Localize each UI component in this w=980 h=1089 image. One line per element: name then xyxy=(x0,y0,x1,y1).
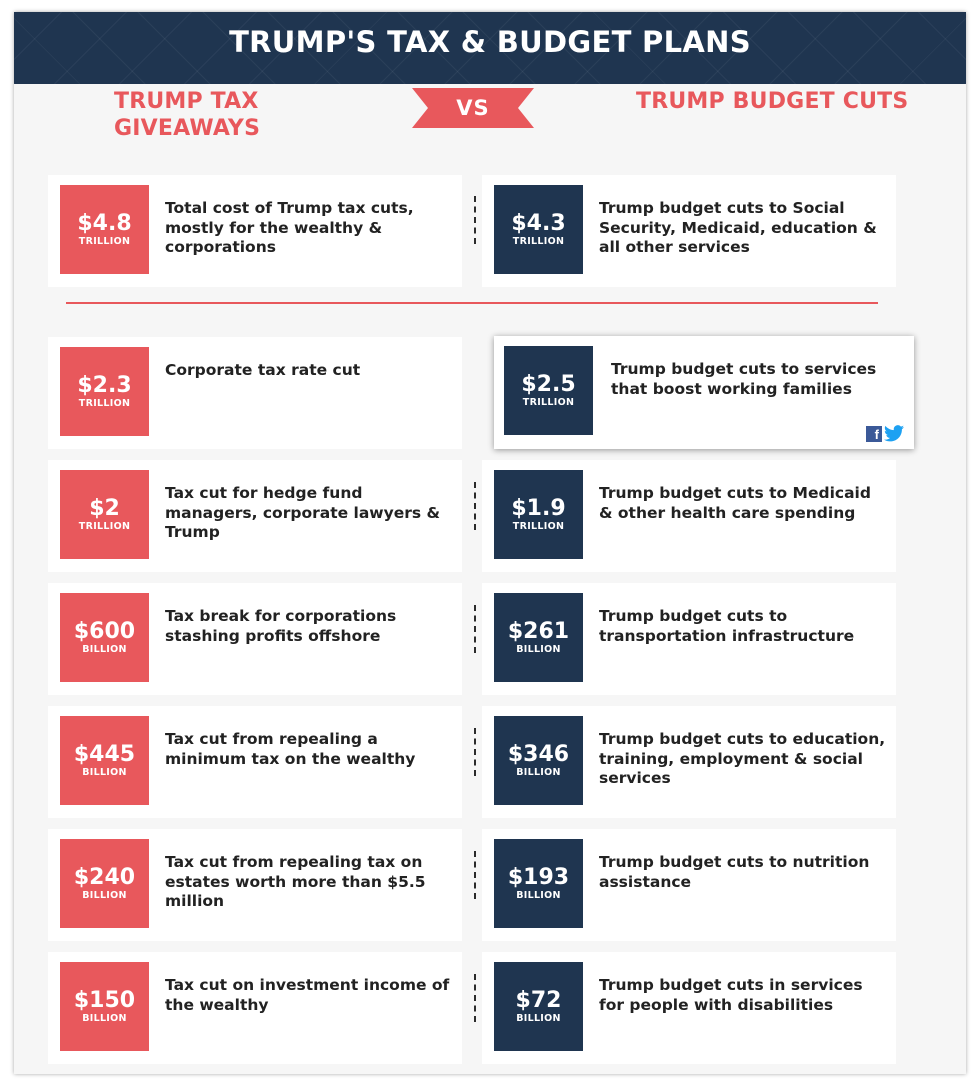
description: Tax cut on investment income of the wealthy xyxy=(165,976,450,1014)
amount-unit: TRILLION xyxy=(522,396,575,408)
description: Trump budget cuts to education, training, employment & social services xyxy=(599,730,886,787)
budget-cut-card xyxy=(482,952,896,1064)
amount-badge xyxy=(504,346,593,435)
amount-unit: TRILLION xyxy=(512,235,565,247)
amount-badge xyxy=(60,839,149,928)
amount: $240 xyxy=(73,864,136,890)
tax-giveaway-card xyxy=(48,460,462,572)
amount-unit: BILLION xyxy=(516,889,561,901)
amount-badge xyxy=(494,962,583,1051)
amount: $193 xyxy=(507,864,570,890)
amount-unit: BILLION xyxy=(82,1012,127,1024)
amount: $346 xyxy=(507,741,570,767)
tax-giveaway-card xyxy=(48,175,462,287)
dashed-divider xyxy=(474,605,476,653)
amount-badge xyxy=(494,470,583,559)
amount-badge xyxy=(494,185,583,274)
description: Trump budget cuts to nutrition assistance xyxy=(599,853,870,891)
vs-label: VS xyxy=(456,96,490,120)
tax-giveaway-card xyxy=(48,829,462,941)
description: Corporate tax rate cut xyxy=(165,361,361,379)
budget-cut-card xyxy=(482,829,896,941)
amount-unit: TRILLION xyxy=(78,235,131,247)
section-divider xyxy=(66,302,878,304)
amount-unit: BILLION xyxy=(82,643,127,655)
description: Tax cut from repealing tax on estates worth more than $5.5 million xyxy=(165,853,426,910)
amount-unit: TRILLION xyxy=(78,520,131,532)
header-banner xyxy=(14,12,966,84)
amount-badge xyxy=(494,593,583,682)
amount-badge xyxy=(494,839,583,928)
facebook-icon[interactable]: f xyxy=(866,426,882,442)
amount: $1.9 xyxy=(511,495,566,521)
amount: $2.5 xyxy=(521,371,576,397)
budget-cut-card xyxy=(482,583,896,695)
amount-unit: TRILLION xyxy=(512,520,565,532)
amount: $445 xyxy=(73,741,136,767)
page-title: TRUMP'S TAX & BUDGET PLANS xyxy=(229,25,751,59)
tax-giveaway-card xyxy=(48,706,462,818)
amount-badge xyxy=(494,716,583,805)
amount: $4.3 xyxy=(511,210,566,236)
budget-cut-card xyxy=(482,460,896,572)
amount-unit: TRILLION xyxy=(78,397,131,409)
budget-cut-card xyxy=(482,175,896,287)
twitter-icon[interactable] xyxy=(884,425,904,442)
amount-badge xyxy=(60,347,149,436)
amount-unit: BILLION xyxy=(516,766,561,778)
description: Total cost of Trump tax cuts, mostly for the wealthy & corporations xyxy=(165,199,414,256)
amount: $4.8 xyxy=(77,210,132,236)
amount: $2 xyxy=(89,495,120,521)
amount-badge xyxy=(60,593,149,682)
description: Tax cut from repealing a minimum tax on the wealthy xyxy=(165,730,416,768)
amount: $72 xyxy=(515,987,562,1013)
amount-unit: BILLION xyxy=(82,766,127,778)
budget-cut-card-highlighted[interactable] xyxy=(494,336,914,449)
dashed-divider xyxy=(474,851,476,899)
share-buttons xyxy=(866,425,904,442)
amount-badge xyxy=(60,470,149,559)
amount: $261 xyxy=(507,618,570,644)
right-column-title: TRUMP BUDGET CUTS xyxy=(636,89,909,114)
dashed-divider xyxy=(474,728,476,776)
amount: $600 xyxy=(73,618,136,644)
dashed-divider xyxy=(474,196,476,244)
description: Trump budget cuts to transportation infrastructure xyxy=(599,607,855,645)
amount-badge xyxy=(60,185,149,274)
description: Trump budget cuts to Social Security, Medicaid, education & all other services xyxy=(599,199,877,256)
dashed-divider xyxy=(474,974,476,1022)
amount-badge xyxy=(60,962,149,1051)
amount-unit: BILLION xyxy=(516,1012,561,1024)
tax-giveaway-card xyxy=(48,583,462,695)
dashed-divider xyxy=(474,482,476,530)
description: Trump budget cuts to Medicaid & other health care spending xyxy=(599,484,871,522)
left-column-title: TRUMP TAX GIVEAWAYS xyxy=(114,89,261,141)
description: Trump budget cuts in services for people with disabilities xyxy=(599,976,863,1014)
amount-unit: BILLION xyxy=(516,643,561,655)
tax-giveaway-card xyxy=(48,337,462,449)
tax-giveaway-card xyxy=(48,952,462,1064)
amount: $150 xyxy=(73,987,136,1013)
description: Tax break for corporations stashing profits offshore xyxy=(165,607,397,645)
vs-ribbon xyxy=(412,88,534,128)
budget-cut-card xyxy=(482,706,896,818)
description: Trump budget cuts to services that boost working families xyxy=(611,360,877,398)
description: Tax cut for hedge fund managers, corporate lawyers & Trump xyxy=(165,484,441,541)
amount-badge xyxy=(60,716,149,805)
amount: $2.3 xyxy=(77,372,132,398)
amount-unit: BILLION xyxy=(82,889,127,901)
